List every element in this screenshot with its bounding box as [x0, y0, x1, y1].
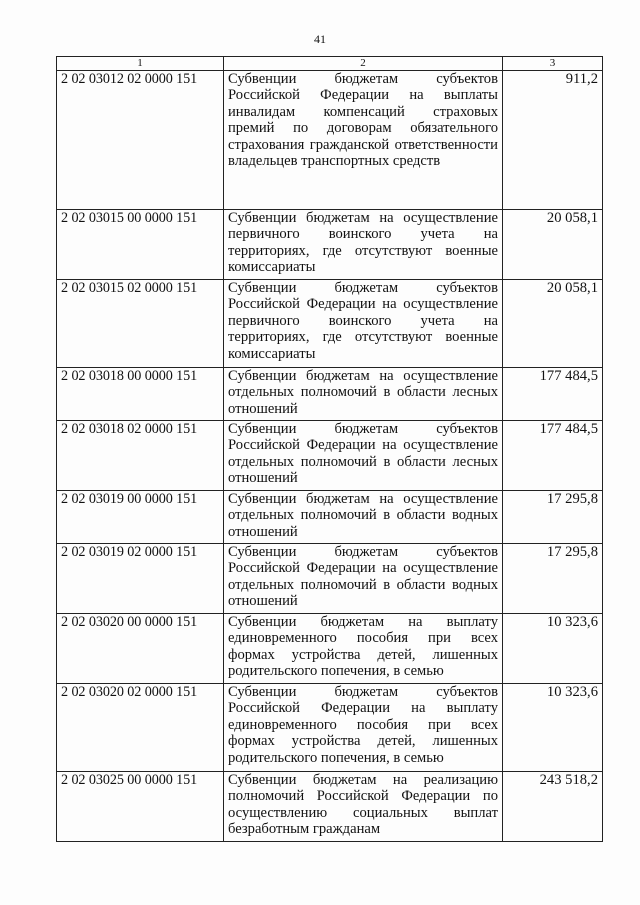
row-code: 2 02 03015 00 0000 151 [57, 210, 224, 280]
page-number: 41 [314, 32, 326, 46]
table-row [57, 421, 603, 491]
row-description: Субвенции бюджетам субъектов Российской Федерации на выплату единовременного пособия при всех формах устройства детей, лишенных родительского попечения, в семью [224, 684, 503, 772]
table-row [57, 772, 603, 842]
row-description: Субвенции бюджетам на выплату единовременного пособия при всех формах устройства детей, лишенных родительского попечения, в семью [224, 614, 503, 684]
table-row [57, 71, 603, 210]
row-amount: 10 323,6 [503, 684, 603, 772]
row-description: Субвенции бюджетам на осуществление отдельных полномочий в области лесных отношений [224, 368, 503, 421]
table-row [57, 280, 603, 368]
budget-revenue-table [56, 56, 603, 842]
row-code: 2 02 03018 02 0000 151 [57, 421, 224, 491]
row-description: Субвенции бюджетам на осуществление отдельных полномочий в области водных отношений [224, 491, 503, 544]
column-header-code: 1 [57, 57, 224, 71]
row-amount: 911,2 [503, 71, 603, 210]
table-row [57, 684, 603, 772]
row-code: 2 02 03018 00 0000 151 [57, 368, 224, 421]
row-amount: 20 058,1 [503, 210, 603, 280]
row-code: 2 02 03020 00 0000 151 [57, 614, 224, 684]
table-row [57, 491, 603, 544]
row-code: 2 02 03019 02 0000 151 [57, 544, 224, 614]
row-code: 2 02 03012 02 0000 151 [57, 71, 224, 210]
row-description: Субвенции бюджетам субъектов Российской Федерации на осуществление первичного воинского учета на территориях, где отсутствуют военные комиссариаты [224, 280, 503, 368]
row-amount: 177 484,5 [503, 368, 603, 421]
row-amount: 20 058,1 [503, 280, 603, 368]
table-header-row [57, 57, 603, 71]
row-description: Субвенции бюджетам субъектов Российской Федерации на осуществление отдельных полномочий в области водных отношений [224, 544, 503, 614]
column-header-description: 2 [224, 57, 503, 71]
row-code: 2 02 03019 00 0000 151 [57, 491, 224, 544]
row-amount: 177 484,5 [503, 421, 603, 491]
row-code: 2 02 03025 00 0000 151 [57, 772, 224, 842]
table-row [57, 544, 603, 614]
row-code: 2 02 03015 02 0000 151 [57, 280, 224, 368]
row-description: Субвенции бюджетам на реализацию полномочий Российской Федерации по осуществлению социальных выплат безработным гражданам [224, 772, 503, 842]
row-amount: 17 295,8 [503, 544, 603, 614]
row-description: Субвенции бюджетам субъектов Российской Федерации на осуществление отдельных полномочий в области лесных отношений [224, 421, 503, 491]
table-row [57, 210, 603, 280]
column-header-amount: 3 [503, 57, 603, 71]
table-row [57, 614, 603, 684]
row-amount: 243 518,2 [503, 772, 603, 842]
row-amount: 17 295,8 [503, 491, 603, 544]
table-row [57, 368, 603, 421]
row-amount: 10 323,6 [503, 614, 603, 684]
row-description: Субвенции бюджетам на осуществление первичного воинского учета на территориях, где отсутствуют военные комиссариаты [224, 210, 503, 280]
row-code: 2 02 03020 02 0000 151 [57, 684, 224, 772]
row-description: Субвенции бюджетам субъектов Российской Федерации на выплаты инвалидам компенсаций страховых премий по договорам обязательного страхования гражданской ответственности владельцев транспортных средств [224, 71, 503, 210]
